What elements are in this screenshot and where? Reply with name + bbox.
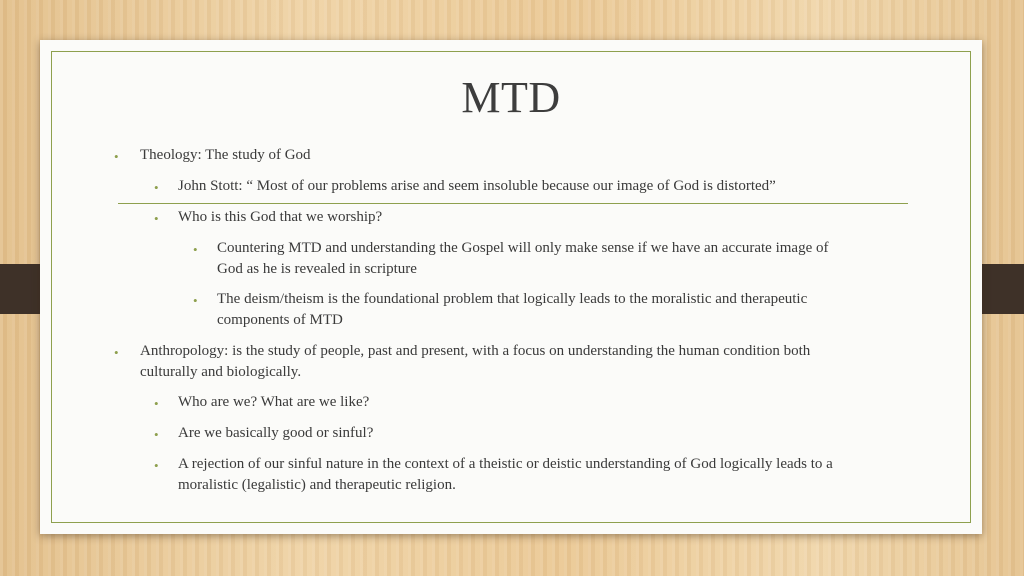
bullet-icon: • [154,180,159,195]
bullet-rejection-line-2: moralistic (legalistic) and therapeutic religion. [178,477,456,493]
slide-card [40,40,982,534]
bullet-icon: • [154,458,159,473]
bullet-anthropology-line-2: culturally and biologically. [140,364,302,380]
bullet-icon: • [114,149,119,164]
bullet-who-are-we: Who are we? What are we like? [178,394,370,410]
slide-title: MTD [461,73,561,122]
bullet-who-is-god: Who is this God that we worship? [178,209,383,225]
bullet-icon: • [154,427,159,442]
bullet-theology: Theology: The study of God [140,147,311,163]
bullet-icon: • [154,211,159,226]
bullet-anthropology-line-1: Anthropology: is the study of people, past and present, with a focus on understanding the human condition both [140,343,811,359]
bullet-good-or-sinful: Are we basically good or sinful? [178,425,374,441]
bullet-icon: • [154,396,159,411]
bullet-deism-theism-line-1: The deism/theism is the foundational problem that logically leads to the moralistic and therapeutic [217,291,808,307]
bullet-john-stott: John Stott: “ Most of our problems arise and seem insoluble because our image of God is distorted” [178,178,776,194]
divider-line [118,203,908,204]
bullet-countering-mtd-line-1: Countering MTD and understanding the Gospel will only make sense if we have an accurate image of [217,240,829,256]
bullet-icon: • [193,293,198,308]
bullet-icon: • [193,242,198,257]
bullet-icon: • [114,345,119,360]
bullet-rejection-line-1: A rejection of our sinful nature in the context of a theistic or deistic understanding of God logically leads to a [178,456,833,472]
bullet-deism-theism-line-2: components of MTD [217,312,343,328]
bullet-countering-mtd-line-2: God as he is revealed in scripture [217,261,417,277]
